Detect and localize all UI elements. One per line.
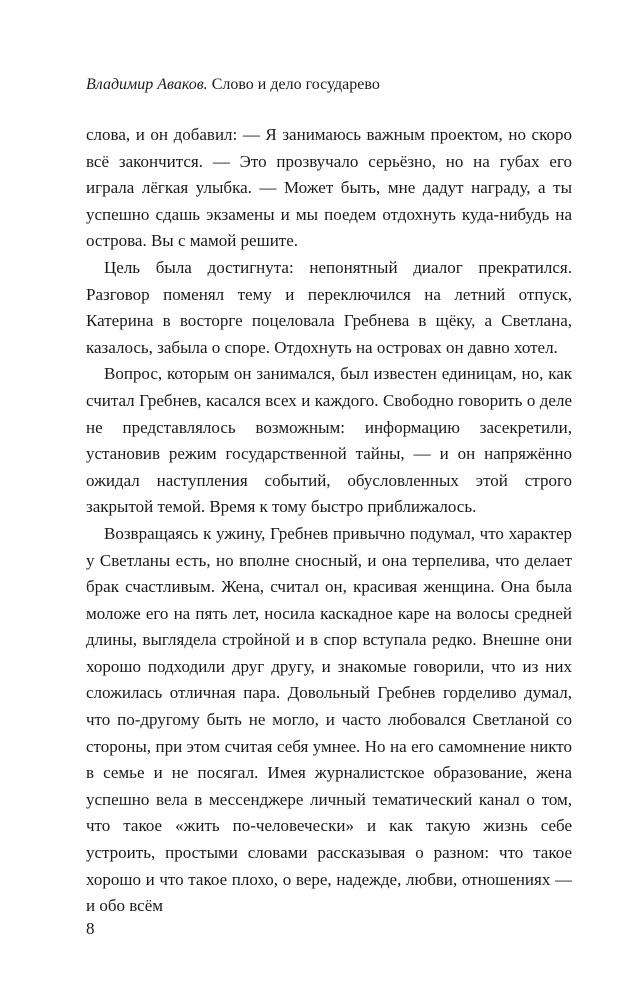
running-head-title: Слово и дело государево [211, 76, 380, 93]
paragraph: Цель была достигнута: непонятный диалог прекратился. Разговор поменял тему и переключился на летний отпуск, Катерина в восторге поцеловала Гребнева в щёку, а Светлана, казалось, забыла о споре. Отдохнуть на островах он давно хотел. [86, 257, 572, 357]
paragraph: слова, и он добавил: — Я занимаюсь важным проектом, но скоро всё закончится. — Это прозвучало серьёзно, но на губах его играла лёгкая улыбка. — Может быть, мне дадут награду, а ты успешно сдашь экзамены и мы поедем отдохнуть куда-нибудь на острова. Вы с мамой решите. [86, 125, 572, 251]
paragraph: Возвращаясь к ужину, Гребнев привычно подумал, что характер у Светланы есть, но вполне сносный, и она терпелива, что делает брак счастливым. Жена, считал он, красивая женщина. Она была моложе его на пять лет, носила каскадное каре на волосы средней длины, выглядела стройной и в спор вступала редко. Внешне они хорошо подходили друг другу, и знакомые говорили, что из них сложилась отличная пара. Довольный Гребнев горделиво думал, что по-другому быть не могло, и часто любовался Светланой со стороны, при этом считая себя умнее. Но на его самомнение никто в семье и не посягал. Имея журналистское образование, жена успешно вела в мессенджере личный тематический канал о том, что такое «жить по-человечески» и как такую жизнь себе устроить, простыми словами рассказывая о разном: что такое хорошо и что такое плохо, о вере, надежде, любви, отношениях — и обо всём [86, 523, 572, 916]
body-text [86, 122, 572, 920]
running-head [86, 74, 380, 96]
running-head-author: Владимир Аваков. [86, 76, 208, 93]
page-number: 8 [86, 919, 95, 938]
paragraph: Вопрос, которым он занимался, был известен единицам, но, как считал Гребнев, касался всех и каждого. Свободно говорить о деле не представлялось возможным: информацию засекретили, установив режим государственной тайны, — и он напряжённо ожидал наступления событий, обусловленных этой строго закрытой темой. Время к тому быстро приближалось. [86, 364, 572, 517]
